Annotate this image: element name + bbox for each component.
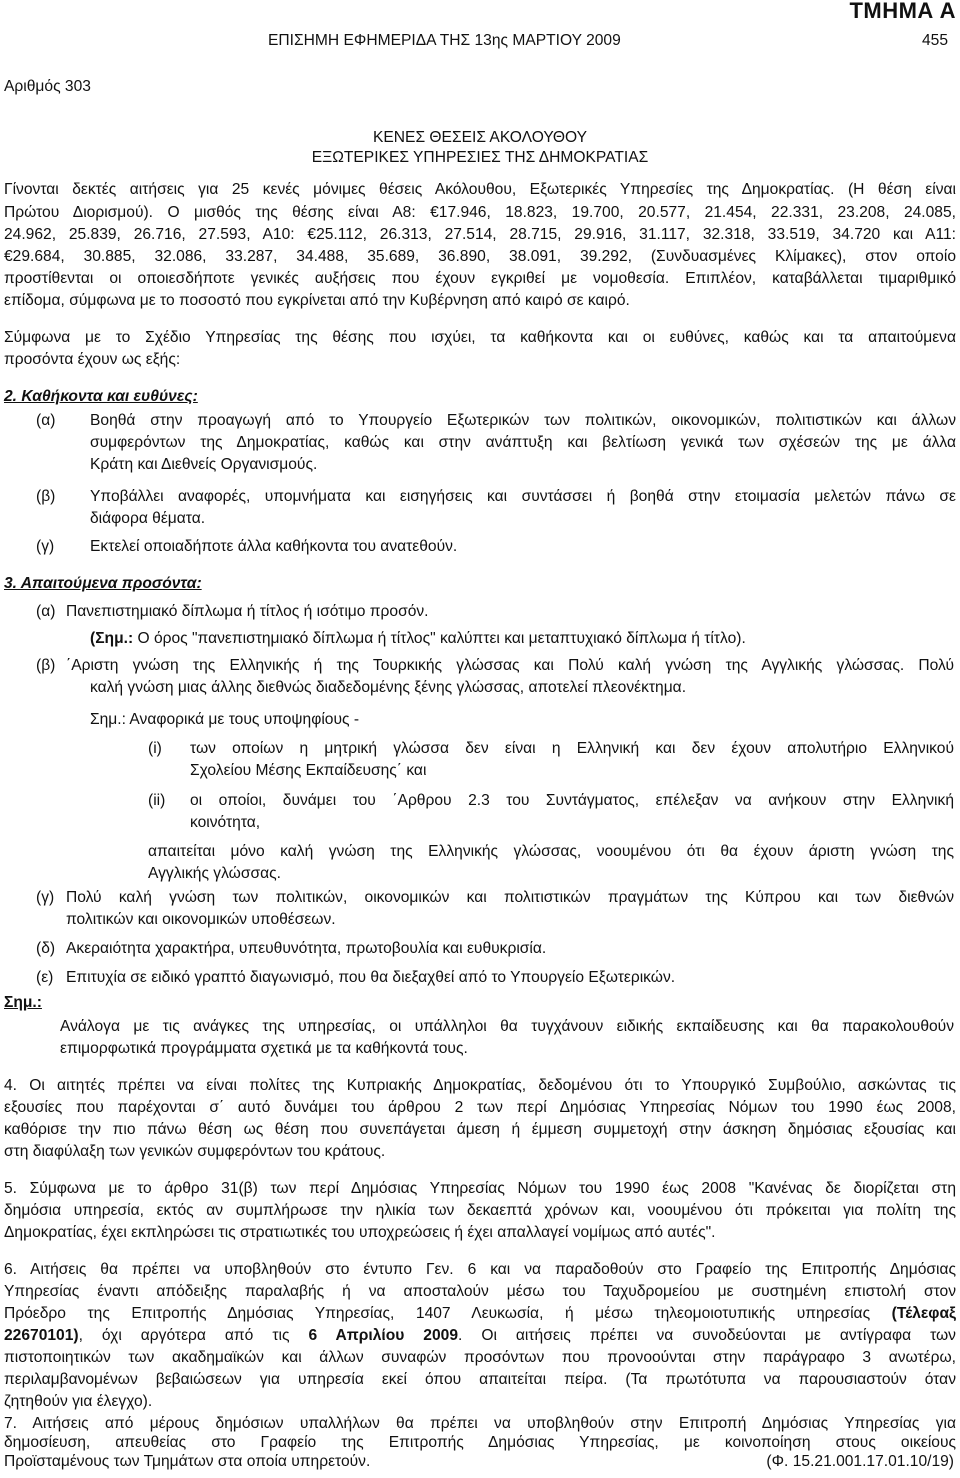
- para6-line: πιστοποιητικών των ακαδημαϊκών και άλλων συναφών προσόντων που προνοούνται στην παράγραφο 3 ανωτέρω,: [4, 1349, 956, 1366]
- qual-g-line: Πολύ καλή γνώση των πολιτικών, οικονομικών και πολιτιστικών πραγμάτων της Κύπρου και των διεθνών: [66, 889, 954, 906]
- intro-line: Γίνονται δεκτές αιτήσεις για 25 κενές μόνιμες θέσεις Ακόλουθου, Εξωτερικές Υπηρεσίες της Δημοκρατίας. (Η θέση είναι: [4, 181, 956, 198]
- item-label: (γ): [36, 538, 55, 555]
- item-line: Εκτελεί οποιαδήποτε άλλα καθήκοντα του ανατεθούν.: [90, 538, 458, 555]
- para4-line: εξουσίες που παρέχονται σ΄ αυτό δυνάμει του άρθρου 2 των περί Δημόσιας Υπηρεσίας Νόμων του 1990 έως 2008,: [4, 1099, 956, 1116]
- para6-line: [4, 1303, 956, 1324]
- general-note-line: Ανάλογα με τις ανάγκες της υπηρεσίας, οι υπάλληλοι θα τυγχάνουν ειδικής εκπαίδευσης και θα παρακολουθούν: [60, 1018, 954, 1035]
- qual-a-text: Πανεπιστημιακό δίπλωμα ή τίτλος ή ισότιμο προσόν.: [66, 603, 429, 620]
- item-line: διάφορα θέματα.: [90, 510, 206, 527]
- sub-item-label: (ii): [148, 792, 166, 809]
- para6-line: ζητηθούν για έλεγχο).: [4, 1393, 153, 1410]
- qual-a-note: [90, 628, 746, 649]
- para4-line: καθόρισε την πιο πάνω θέση ως θέση που συνεπάγεται άμεση ή έμμεση συμμετοχή στην άσκηση δημόσιας εξουσίας και: [4, 1121, 956, 1138]
- qual-b-note: Σημ.: Αναφορικά με τους υποψηφίους -: [90, 711, 360, 728]
- duties-heading: 2. Καθήκοντα και ευθύνες:: [4, 388, 198, 405]
- qual-b-after-line: απαιτείται μόνο καλή γνώση της Ελληνικής γλώσσας, νοουμένου ότι θα έχουν άριστη γνώση της: [148, 843, 954, 860]
- qual-e-text: Επιτυχία σε ειδικό γραπτό διαγωνισμό, που θα διεξαχθεί από το Υπουργείο Εξωτερικών.: [66, 969, 676, 986]
- sub-item-line: οι οποίοι, δυνάμει του ΄Αρθρου 2.3 του Συντάγματος, επέλεξαν να ανήκουν στην Ελληνική: [190, 792, 954, 809]
- sub-item-line: Σχολείου Μέσης Εκπαίδευσης΄ και: [190, 762, 427, 779]
- para4-line: 4. Οι αιτητές πρέπει να είναι πολίτες της Κυπριακής Δημοκρατίας, δεδομένου ότι το Υπουργικό Συμβούλιο, ασκώντας τις: [4, 1077, 956, 1094]
- fax-label: (Τέλεφαξ: [891, 1305, 956, 1322]
- para7-line: δημοσίευση, απευθείας στο Γραφείο της Επιτροπής Δημόσιας Υπηρεσίας, με κοινοποίηση στους οικείους: [4, 1434, 956, 1451]
- fax-number: 22670101): [4, 1327, 79, 1344]
- intro-line: Πρώτου Διορισμού). Ο μισθός της θέσης είναι Α8: €17.946, 18.823, 19.700, 20.577, 21.454, 22.331, 23.208, 24.085,: [4, 204, 956, 221]
- para6-line: Υπηρεσίας έναντι απόδειξης παραλαβής ή να αποσταλούν μέσω του Ταχυδρομείου με συστημένη επιστολή στον: [4, 1283, 956, 1300]
- intro-line: προστίθενται οι οποιεσδήποτε γενικές αυξήσεις που έχουν εγκριθεί με νομοθεσία. Επιπλέον, καταβάλλεται τιμαριθμικό: [4, 270, 956, 287]
- para6-text: Πρόεδρο της Επιτροπής Δημόσιας Υπηρεσίας, 1407 Λευκωσία, ή μέσω τηλεομοιοτυπικής υπηρεσίας: [4, 1305, 892, 1322]
- qual-b-line: ΄Αριστη γνώση της Ελληνικής ή της Τουρκικής γλώσσας και Πολύ καλή γνώση της Αγγλικής γλώσσας. Πολύ: [66, 657, 954, 674]
- sub-item-line: κοινότητα,: [190, 814, 261, 831]
- para6-line: 6. Αιτήσεις θα πρέπει να υποβληθούν στο έντυπο Γεν. 6 και να παραδοθούν στο Γραφείο της Επιτροπής Δημόσιας: [4, 1261, 956, 1278]
- qual-g-line: πολιτικών και οικονομικών υποθέσεων.: [66, 911, 336, 928]
- notice-heading-line2: ΕΞΩΤΕΡΙΚΕΣ ΥΠΗΡΕΣΙΕΣ ΤΗΣ ΔΗΜΟΚΡΑΤΙΑΣ: [311, 149, 649, 166]
- para4-line: στη διαφύλαξη των γενικών συμφερόντων του κράτους.: [4, 1143, 386, 1160]
- para6-line: περιλαμβανομένων βεβαιώσεων για υπηρεσία εκεί όπου απαιτείται πείρα. (Τα πρωτότυπα να παρουσιαστούν όταν: [4, 1371, 956, 1388]
- section-label: ΤΜΗΜΑ Α: [849, 0, 956, 23]
- page-number: 455: [921, 32, 948, 49]
- item-line: Υποβάλλει αναφορές, υπομνήματα και εισηγήσεις και συντάσσει ή βοηθά στην ετοιμασία μελετών πάνω σε: [90, 488, 956, 505]
- para7-line: Προϊσταμένους των Τμημάτων στα οποία υπηρετούν.: [4, 1453, 371, 1470]
- general-note-label: Σημ.:: [4, 994, 42, 1011]
- decision-number: Αριθμός 303: [4, 78, 91, 95]
- qual-b-line: καλή γνώση μιας άλλης διεθνώς διαδεδομένης ξένης γλώσσας, αποτελεί πλεονέκτημα.: [90, 679, 687, 696]
- intro-line: 24.962, 25.839, 26.716, 27.593, Α10: €25.112, 26.313, 27.514, 28.715, 29.916, 31.117, 32.318, 33.519, 34.720 και Α11:: [4, 226, 956, 243]
- qual-e-label: (ε): [36, 969, 54, 986]
- qual-d-label: (δ): [36, 940, 56, 957]
- item-label: (α): [36, 412, 56, 429]
- para5-line: Δημοκρατίας, έχει εκπληρώσει τις στρατιωτικές του υποχρεώσεις ή έχει απαλλαγεί νομίμως από αυτές".: [4, 1224, 716, 1241]
- gazette-title: ΕΠΙΣΗΜΗ ΕΦΗΜΕΡΙΔΑ ΤΗΣ 13ης ΜΑΡΤΙΟΥ 2009: [268, 32, 621, 49]
- qualifications-heading: 3. Απαιτούμενα προσόντα:: [4, 575, 202, 592]
- qual-d-text: Ακεραιότητα χαρακτήρα, υπευθυνότητα, πρωτοβουλία και ευθυκρισία.: [66, 940, 547, 957]
- qual-g-label: (γ): [36, 889, 55, 906]
- para7-line: 7. Αιτήσεις από μέρους δημόσιων υπαλλήλων θα πρέπει να υποβληθούν στην Επιτροπή Δημόσιας Υπηρεσίας για: [4, 1415, 956, 1432]
- file-reference: (Φ. 15.21.001.17.01.10/19): [766, 1453, 954, 1470]
- schema-line: Σύμφωνα με το Σχέδιο Υπηρεσίας της θέσης που ισχύει, τα καθήκοντα και οι ευθύνες, καθώς και τα απαιτούμενα: [4, 329, 956, 346]
- item-line: συμφερόντων της Δημοκρατίας, καθώς και στην ανάπτυξη και βελτίωση γενικά των σχέσεών της με άλλα: [90, 434, 956, 451]
- item-line: Βοηθά στην προαγωγή από το Υπουργείο Εξωτερικών των πολιτικών, οικονομικών, πολιτιστικών και άλλων: [90, 412, 956, 429]
- qual-b-label: (β): [36, 657, 56, 674]
- intro-line: επίδομα, σύμφωνα με το ποσοστό που εγκρίνεται από την Κυβέρνηση από καιρό σε καιρό.: [4, 292, 630, 309]
- item-label: (β): [36, 488, 56, 505]
- sub-item-label: (i): [148, 740, 162, 757]
- notice-heading-line1: ΚΕΝΕΣ ΘΕΣΕΙΣ ΑΚΟΛΟΥΘΟΥ: [372, 129, 588, 146]
- para6-text: . Οι αιτήσεις πρέπει να συνοδεύονται με αντίγραφα των: [458, 1327, 956, 1344]
- para5-line: δημόσια υπηρεσία, εκτός αν συμπλήρωσε την ηλικία των δεκαεπτά χρόνων και, νοουμένου ότι πρόκειται για πολίτη της: [4, 1202, 956, 1219]
- para6-text: , όχι αργότερα από τις: [78, 1327, 309, 1344]
- deadline-date: 6 Απριλίου 2009: [308, 1327, 458, 1344]
- para6-line: [4, 1325, 956, 1346]
- qual-b-after-line: Αγγλικής γλώσσας.: [148, 865, 281, 882]
- general-note-line: επιμορφωτικά προγράμματα σχετικά με τα καθήκοντά τους.: [60, 1040, 468, 1057]
- schema-line: προσόντα έχουν ως εξής:: [4, 351, 181, 368]
- sub-item-line: των οποίων η μητρική γλώσσα δεν είναι η Ελληνική και δεν έχουν απολυτήριο Ελληνικού: [190, 740, 954, 757]
- qual-a-label: (α): [36, 603, 56, 620]
- item-line: Κράτη και Διεθνείς Οργανισμούς.: [90, 456, 318, 473]
- note-label: (Σημ.:: [90, 630, 134, 647]
- para5-line: 5. Σύμφωνα με το άρθρο 31(β) των περί Δημόσιας Υπηρεσίας Νόμων του 1990 έως 2008 "Κανένας δε διορίζεται στη: [4, 1180, 956, 1197]
- intro-line: €29.684, 30.885, 32.086, 33.287, 34.488, 35.689, 36.890, 38.091, 39.292, (Συνδυασμένες Κλίμακες), στον οποίο: [4, 248, 956, 265]
- note-text: Ο όρος "πανεπιστημιακό δίπλωμα ή τίτλος" καλύπτει και μεταπτυχιακό δίπλωμα ή τίτλο).: [133, 630, 746, 647]
